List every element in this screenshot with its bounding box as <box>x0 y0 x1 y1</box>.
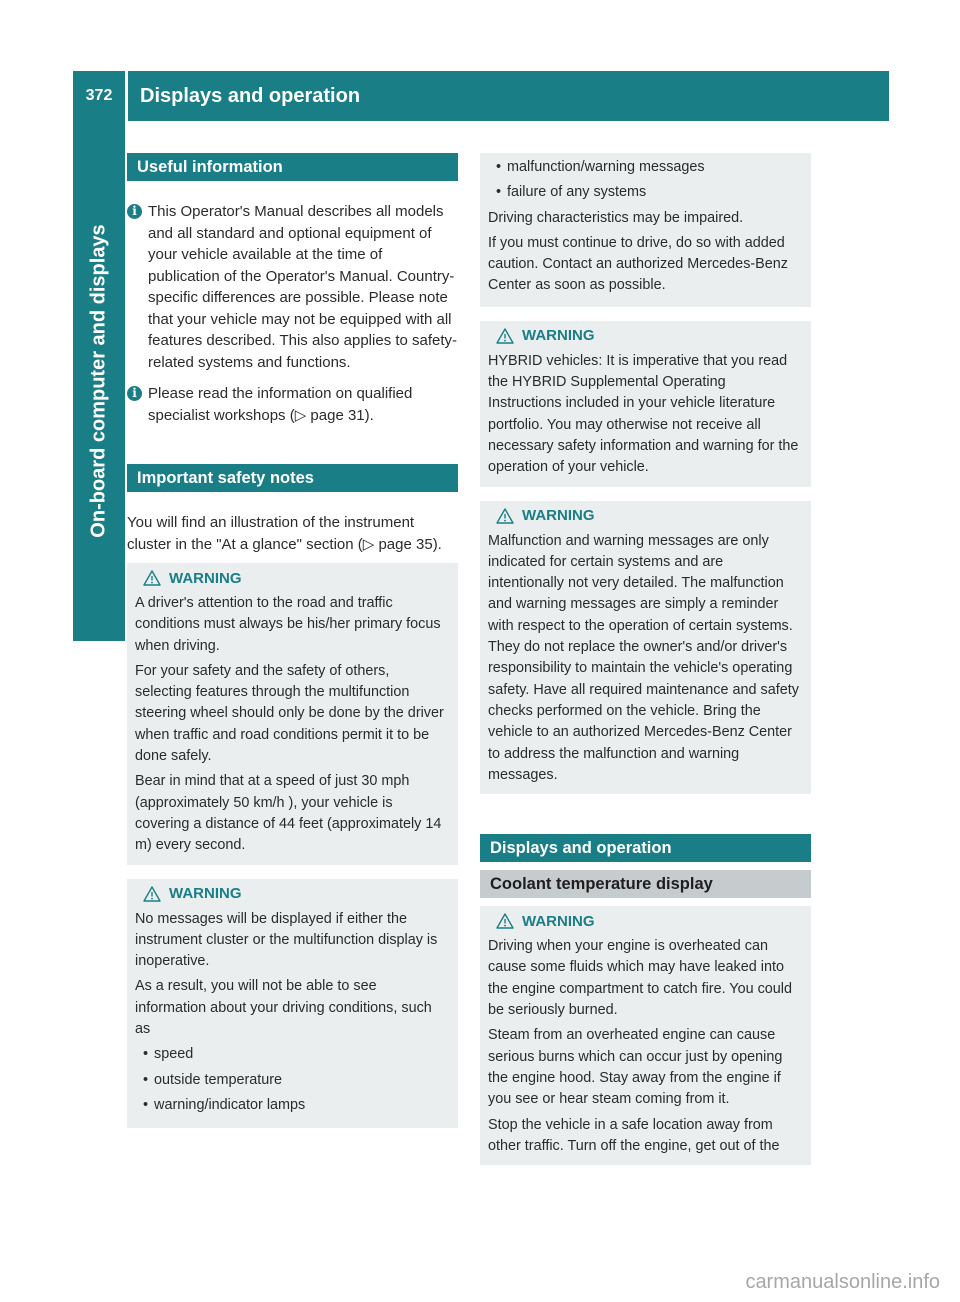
section-side-label: On-board computer and displays <box>87 224 110 538</box>
warning-title: WARNING <box>522 912 595 930</box>
warning-text: HYBRID vehicles: It is imperative that you read the HYBRID Supplemental Operating Instructions included in your vehicle literature portfolio. You may otherwise not receive all necessary safety information and warning for the operation of your vehicle. <box>488 352 799 476</box>
left-column <box>127 153 458 1128</box>
warning-box-5 <box>480 906 811 1165</box>
warning-triangle-icon <box>143 570 161 586</box>
warning-text: Malfunction and warning messages are only indicated for certain systems and are intentionally not very detailed. The malfunction and warning messages are simply a reminder with respect to the operation of certain systems. They do not replace the owner's and/or driver's responsibility to maintain the vehicle's operating safety. Have all required maintenance and safety checks performed on the vehicle. Bring the vehicle to an authorized Mercedes-Benz Center to address the malfunction and warning messages. <box>488 532 799 783</box>
page-number: 372 <box>73 71 125 121</box>
warning-text: A driver's attention to the road and traffic conditions must always be his/her primary focus when driving. <box>135 595 441 654</box>
right-column <box>480 153 811 1165</box>
warning-triangle-icon <box>143 886 161 902</box>
info-note-1 <box>127 201 458 373</box>
warning-title: WARNING <box>522 507 595 525</box>
info-note-2 <box>127 383 458 426</box>
info-note-2-text: Please read the information on qualified specialist workshops (▷ page 31). <box>148 385 413 424</box>
warning-triangle-icon <box>496 328 514 344</box>
list-item: • speed <box>135 1044 450 1065</box>
warning-text: Stop the vehicle in a safe location away from other traffic. Turn off the engine, get out of the <box>488 1116 780 1154</box>
warning-text: No messages will be displayed if either the instrument cluster or the multifunction display is inoperative. <box>135 910 438 970</box>
warning-text: If you must continue to drive, do so with added caution. Contact an authorized Mercedes-Benz Center as soon as possible. <box>488 234 788 294</box>
warning-header <box>488 507 803 525</box>
warning-box-4 <box>480 501 811 795</box>
useful-information-heading: Useful information <box>127 153 458 181</box>
watermark: carmanualsonline.info <box>745 1271 940 1293</box>
page-header-title: Displays and operation <box>128 71 889 121</box>
warning-text: As a result, you will not be able to see information about your driving conditions, such as <box>135 978 432 1038</box>
info-icon: i <box>127 204 142 219</box>
warning-text: Driving when your engine is overheated can cause some fluids which may have leaked into the engine compartment to catch fire. You could be seriously burned. <box>488 938 792 1019</box>
coolant-temperature-heading: Coolant temperature display <box>480 870 811 898</box>
warning-box-3 <box>480 321 811 487</box>
displays-and-operation-heading: Displays and operation <box>480 834 811 862</box>
warning-box-2-continued <box>480 153 811 307</box>
warning-text: For your safety and the safety of others, selecting features through the multifunction steering wheel should only be done by the driver when traffic and road conditions permit it to be done safely. <box>135 662 444 765</box>
warning-triangle-icon <box>496 508 514 524</box>
warning-list <box>135 1044 450 1116</box>
warning-header <box>135 569 450 587</box>
warning-title: WARNING <box>169 569 242 587</box>
list-item: • warning/indicator lamps <box>135 1095 450 1116</box>
important-safety-notes-heading: Important safety notes <box>127 464 458 492</box>
list-item: • outside temperature <box>135 1070 450 1091</box>
warning-list <box>488 157 803 204</box>
list-item: • failure of any systems <box>488 182 803 203</box>
warning-box-1 <box>127 563 458 865</box>
warning-header <box>488 327 803 345</box>
warning-triangle-icon <box>496 913 514 929</box>
list-item: • malfunction/warning messages <box>488 157 803 178</box>
warning-header <box>488 912 803 930</box>
warning-text: Bear in mind that at a speed of just 30 mph (approximately 50 km/h ), your vehicle is covering a distance of 44 feet (approximately 14 m) every second. <box>135 773 442 854</box>
warning-title: WARNING <box>522 327 595 345</box>
info-note-1-text: This Operator's Manual describes all models and all standard and optional equipment of your vehicle available at the time of publication of the Operator's Manual. Country-specific differences are possible. Please note that your vehicle may not be equipped with all features described. This also applies to safety-related systems and functions. <box>148 203 458 371</box>
warning-header <box>135 885 450 903</box>
warning-title: WARNING <box>169 885 242 903</box>
info-icon: i <box>127 386 142 401</box>
safety-intro-text: You will find an illustration of the instrument cluster in the "At a glance" section (▷ page 35). <box>127 514 442 553</box>
warning-text: Driving characteristics may be impaired. <box>488 209 744 226</box>
warning-box-2 <box>127 879 458 1129</box>
warning-text: Steam from an overheated engine can cause serious burns which can occur just by opening the engine hood. Stay away from the engine if you see or hear steam coming from it. <box>488 1027 783 1108</box>
